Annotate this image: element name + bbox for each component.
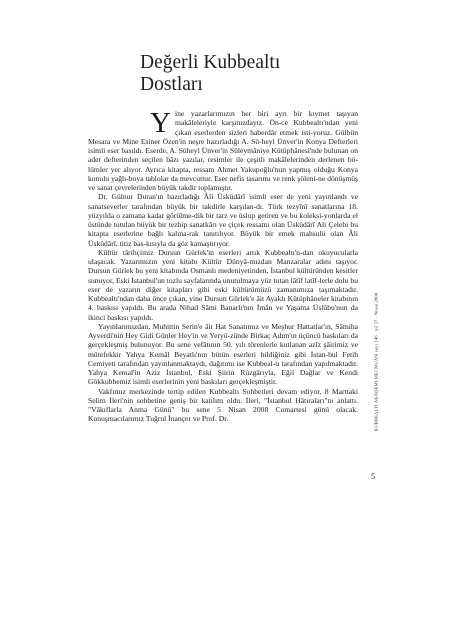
title-line-1: Değerli Kubbealtı — [140, 52, 281, 73]
body-paragraph: Vakfımız merkezinde tertip edilen Kubbealtı Sohbetleri devam ediyor. 8 Marttaki Selim İleri'nin sohbetine geniş bir katılım oldu. İleri, "İstanbul Hâtıraları"nı anlattı. "Vâkıflarla Anma Günü" bu sene 5 Nisan 2008 Cumartesi günü olacak. Konuşmacılarımız Tuğrul İnançer ve Prof. Dr. — [88, 386, 358, 424]
article-title — [140, 52, 380, 96]
page-number: 5 — [371, 472, 375, 481]
drop-cap: Y — [150, 107, 171, 139]
title-line-2: Dostları — [140, 74, 203, 95]
body-paragraph: Dr. Gülnur Duran'ın hazırladığı Âli Üsküdârî isimli eser de yeni yayınlandı ve sanatseverler tarafından büyük bir takdirle karşılan-dı. Türk tezyînî sanatlarına 18. yüzyılda o zamana kadar görülme-dik bir tarz ve üslup getiren ve bu koleksi-yonlarda el üstünde tutulan büyük bir tezhip sanatkârı ve çiçek ressamı olan Üsküdârî Ali Çelebi bu kitapta eserlerine bağlı kalına-rak tanıtılıyor. Büyük bir emek mahsulü olan Âli Üsküdârî, titiz bas-kısıyla da göz kamaştırıyor. — [88, 192, 358, 248]
journal-side-reference: KUBBEALTI AKADEMİ MECMUASI sayı 146 · yıl 37 · Nisan 2008 — [373, 292, 379, 432]
body-paragraph: Yine yazarlarımızın her biri ayrı bir kıymet taşıyan makāleleriyle karşınızdayız. Ön-ce Kubbealtı'ndan yeni çıkan eserlerden sizleri haberdâr etmek isti-yoruz. Gülbün Mesara ve Mine Esiner Özen'in neşre hazırladığı A. Sü-heyl Ünver'in Konya Defterleri isimli eser basıldı. Eserde, A. Süheyl Ünver'in Süleymâniye Kütüphânesi'nde bulunan on adet defterinden seçilen bâzı yazılar, resimler ile çeşitli makālelerinden derlenen bö-lümler yer alıyor. Ayrıca kitapta, ressam Ahmet Yakupoğlu'nun yapmış olduğu Konya konulu yağlı-boya tablolar da mevcuttur. Eser nefis tasarımı ve renk şöleni-ne dönüşmüş ve sanat çevrelerinden büyük takdir toplamıştır. — [88, 107, 358, 192]
article-body — [88, 109, 358, 424]
body-paragraph: Kültür târihçimiz Dursun Gürlek'in eserleri artık Kubbealtı'n-dan okuyucularla ulaşacak. Yazarımızın yeni kitabı Kültür Dünyâ-mızdan Manzaralar adını taşıyor. Dursun Gürlek bu yeni kitabında Osmanlı medeniyetinden, İstanbul kültüründen kesitler sunuyor, Eski İstanbul'un tozlu sayfalarında unutulmaya yüz tutan lâtîf latîf-lerle dolu bu eser de yazarın diğer kitapları gibi eski kültürümüzü zamanımıza taşımaktadır. Kubbealtı'ndan daha önce çıkan, yine Dursun Gürlek'e âit Ayaklı Kütüphâneler kitabının 4. baskısı yapıldı. Bu arada Nihad Sâmi Banarlı'nın İmân ve Yaşama Üslûbu'nun da ikinci baskısı yapıldı. — [88, 247, 358, 322]
body-paragraph: Yayınlarımızdan, Muhittin Serin'e âit Hat Sanatımız ve Meşhur Hattatlar'ın, Sâmiha Ayverdi'nin Hey Gidi Günler Hey'in ve Yeryü-zünde Birkaç Adım'ın üçüncü baskıları da gerçekleşmiş bulunuyor. Bu sene vefâtının 50. yılı törenlerle kutlanan azîz şâirimiz ve mütefekkir Yahya Kemâl Beyatlı'nın bütün eserleri bildiğiniz gibi İstan-bul Fetih Cemiyeti tarafından yayınlanmaktaydı, dağıtımı ise Kubbeal-tı tarafından yapılmaktadır. Yahya Kemal'in Aziz İstanbul, Eski Şiirin Rüzgârıyla, Eğil Dağlar ve Kendi Gökkubbemiz isimli eserlerinin yeni baskıları gerçekleşmiştir. — [88, 321, 358, 387]
